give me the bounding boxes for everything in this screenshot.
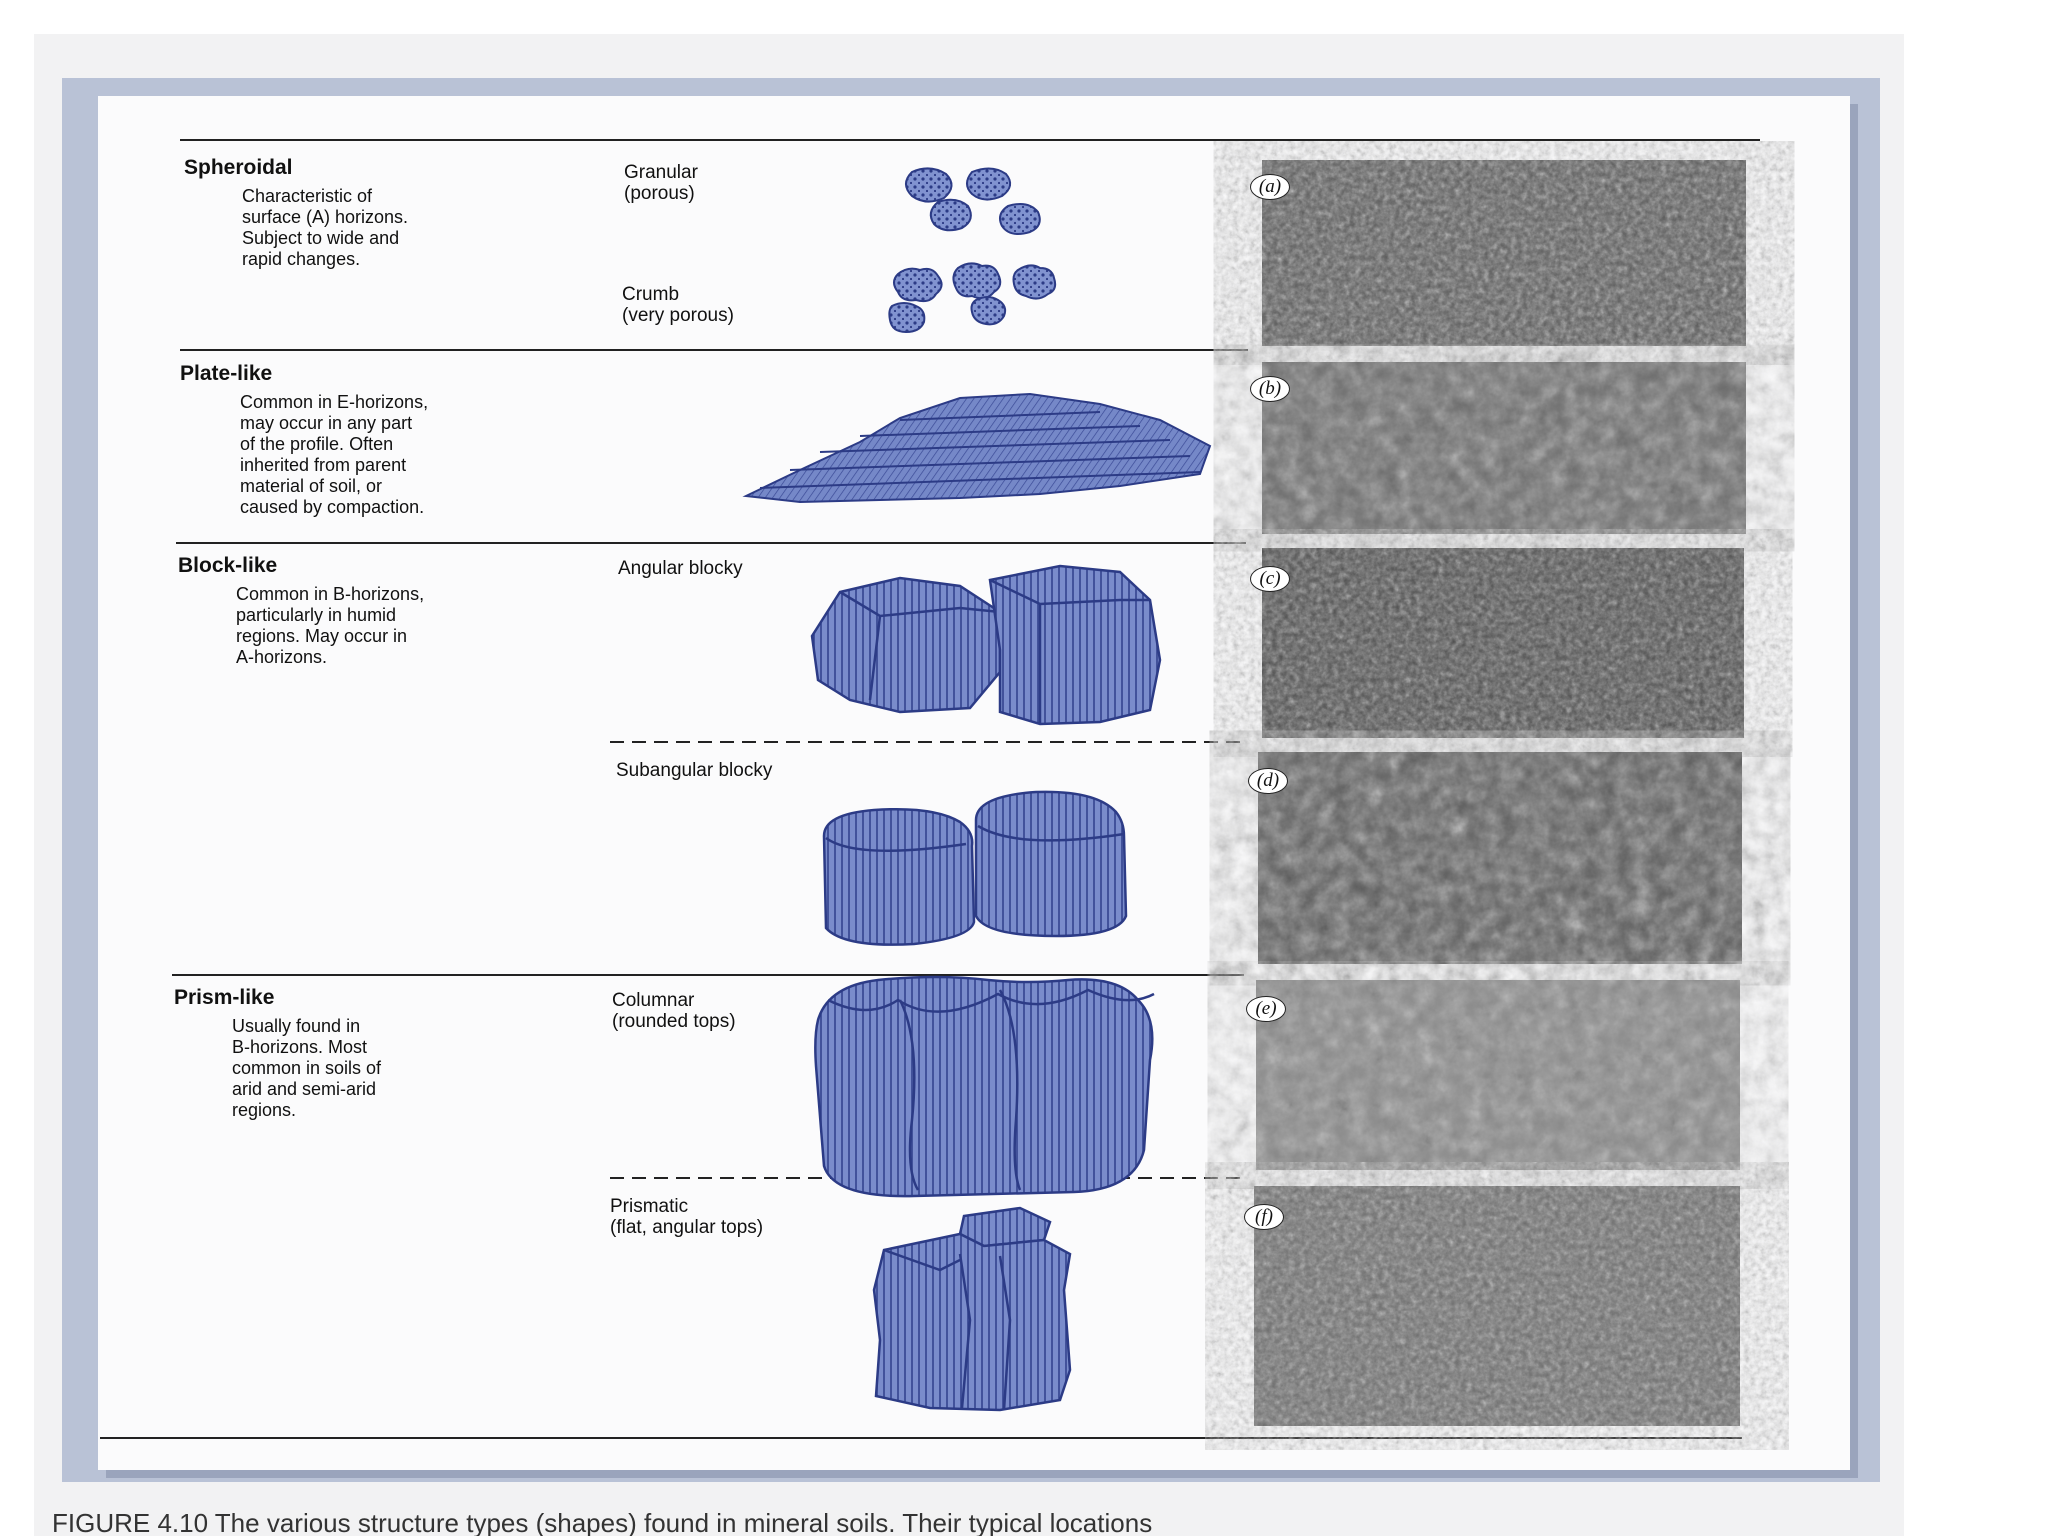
photo-label-b: (b) bbox=[1250, 376, 1290, 402]
type-label-angular-blocky: Angular blocky bbox=[618, 558, 743, 579]
photo-label-f: (f) bbox=[1244, 1204, 1284, 1230]
prismatic-drawing bbox=[874, 1208, 1070, 1410]
photo-label-d: (d) bbox=[1248, 768, 1288, 794]
granular-drawing bbox=[906, 168, 1040, 234]
photo-strip bbox=[1254, 160, 1746, 1426]
subangular-blocky-drawing bbox=[824, 792, 1126, 945]
category-title-spheroidal: Spheroidal bbox=[184, 156, 293, 179]
photo-label-e: (e) bbox=[1246, 996, 1286, 1022]
category-title-prismlike: Prism-like bbox=[174, 986, 275, 1009]
photo-label-c: (c) bbox=[1250, 566, 1290, 592]
category-desc-spheroidal: Characteristic of surface (A) horizons. Subject to wide and rapid changes. bbox=[242, 186, 409, 269]
category-title-blocklike: Block-like bbox=[178, 554, 278, 577]
type-label-prismatic: Prismatic (flat, angular tops) bbox=[610, 1196, 764, 1238]
type-label-columnar: Columnar (rounded tops) bbox=[612, 990, 736, 1032]
platelike-drawing bbox=[746, 394, 1210, 502]
category-desc-prismlike: Usually found in B-horizons. Most common in soils of arid and semi-arid regions. bbox=[232, 1016, 382, 1120]
type-label-subangular-blocky: Subangular blocky bbox=[616, 760, 773, 781]
type-label-granular: Granular (porous) bbox=[624, 162, 698, 204]
crumb-drawing bbox=[889, 263, 1055, 332]
category-desc-blocklike: Common in B-horizons, particularly in humid regions. May occur in A-horizons. bbox=[236, 584, 425, 667]
type-label-crumb: Crumb (very porous) bbox=[622, 284, 734, 326]
category-desc-platelike: Common in E-horizons, may occur in any part of the profile. Often inherited from parent material of soil, or caused by compaction. bbox=[240, 392, 429, 517]
category-title-platelike: Plate-like bbox=[180, 362, 273, 385]
columnar-drawing bbox=[815, 977, 1154, 1196]
figure-caption: FIGURE 4.10 The various structure types (shapes) found in mineral soils. Their typical locations bbox=[52, 1508, 1153, 1536]
photo-label-a: (a) bbox=[1250, 174, 1290, 200]
angular-blocky-drawing bbox=[812, 566, 1160, 724]
